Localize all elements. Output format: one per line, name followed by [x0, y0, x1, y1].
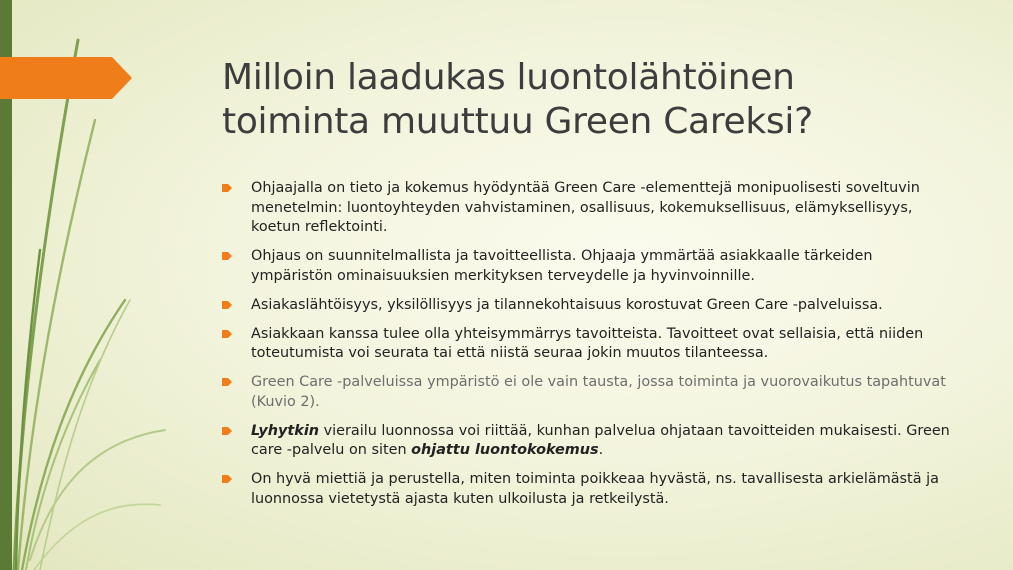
bullet-text: On hyvä miettiä ja perustella, miten toiminta poikkeaa hyvästä, ns. tavallisesta arkielämästä ja luonnossa vietetystä ajasta kuten ulkoilusta ja retkeilystä.	[251, 471, 939, 507]
orange-accent-tab	[0, 57, 132, 99]
bullet-item	[222, 296, 952, 316]
orange-bullet-icon	[222, 301, 232, 309]
title-line-2: toiminta muuttuu Green Careksi?	[222, 101, 813, 142]
bullet-text: Green Care -palveluissa ympäristö ei ole vain tausta, jossa toiminta ja vuorovaikutus tapahtuvat (Kuvio 2).	[251, 374, 946, 410]
bullet-item	[222, 325, 952, 364]
bullet-item	[222, 422, 952, 461]
slide-title	[222, 56, 982, 144]
orange-bullet-icon	[222, 378, 232, 386]
bullet-list	[222, 179, 952, 519]
bullet-text: .	[598, 442, 604, 458]
orange-bullet-icon	[222, 427, 232, 435]
orange-bullet-icon	[222, 475, 232, 483]
orange-bullet-icon	[222, 330, 232, 338]
bullet-item	[222, 470, 952, 509]
bullet-item	[222, 179, 952, 238]
bullet-emphasis: Lyhytkin	[251, 422, 320, 439]
bullet-emphasis: ohjattu luontokokemus	[411, 442, 599, 458]
orange-bullet-icon	[222, 252, 232, 260]
bullet-text: Asiakkaan kanssa tulee olla yhteisymmärrys tavoitteista. Tavoitteet ovat sellaisia, että niiden toteutumista voi seurata tai että niistä seuraa jokin muutos tilanteessa.	[251, 325, 924, 361]
orange-bullet-icon	[222, 184, 232, 192]
title-line-1: Milloin laadukas luontolähtöinen	[222, 57, 795, 98]
bullet-text: Ohjaajalla on tieto ja kokemus hyödyntää Green Care -elementtejä monipuolisesti soveltuvin menetelmin: luontoyhteyden vahvistaminen, osallisuus, kokemuksellisuus, elämyksellisyys, koetun reflektointi.	[251, 180, 920, 235]
bullet-text: Ohjaus on suunnitelmallista ja tavoitteellista. Ohjaaja ymmärtää asiakkaalle tärkeiden ympäristön ominaisuuksien merkityksen terveydelle ja hyvinvoinnille.	[251, 248, 873, 284]
bullet-item	[222, 373, 952, 412]
bullet-text: Asiakaslähtöisyys, yksilöllisyys ja tilannekohtaisuus korostuvat Green Care -palveluissa.	[251, 296, 883, 313]
bullet-item	[222, 247, 952, 286]
bullet-text: vierailu luonnossa voi riittää, kunhan palvelua ohjataan tavoitteiden mukaisesti. Green care -palvelu on siten	[251, 422, 950, 458]
